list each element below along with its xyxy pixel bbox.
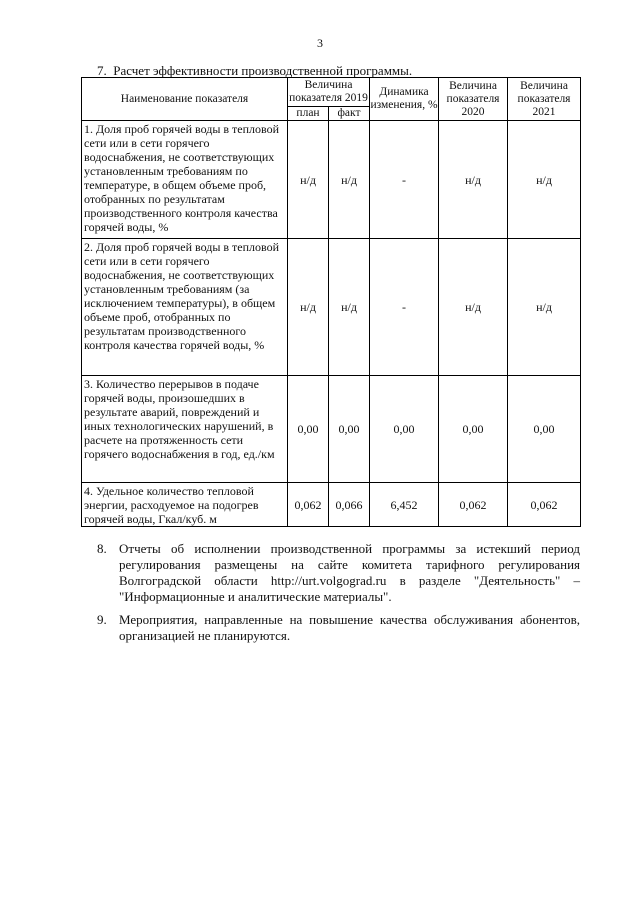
row-name: 1. Доля проб горячей воды в тепловой сети или в сети горячего водоснабжения, не соответствующих установленным требованиям по температуре, в общем объеме проб, отобранных по результатам производственного контроля качества горячей воды, %	[82, 121, 288, 239]
cell-2021: 0,00	[508, 376, 581, 483]
cell-2020: н/д	[439, 121, 508, 239]
cell-plan: н/д	[288, 121, 329, 239]
cell-plan: н/д	[288, 239, 329, 376]
section-8	[97, 541, 580, 605]
cell-2020: 0,00	[439, 376, 508, 483]
section-9	[97, 612, 580, 644]
table-row	[82, 121, 581, 239]
efficiency-table	[81, 77, 581, 527]
section-7-number: 7.	[97, 63, 107, 78]
section-9-text: Мероприятия, направленные на повышение качества обслуживания абонентов, организацией не планируются.	[119, 612, 580, 643]
cell-fact: 0,066	[329, 483, 370, 527]
section-8-number: 8.	[97, 541, 107, 556]
table-row	[82, 239, 581, 376]
section-8-text: Отчеты об исполнении производственной программы за истекший период регулирования размещены на сайте комитета тарифного регулирования Волгоградской области http://urt.volgograd.ru в разделе "Деятельность" – "Информационные и аналитические материалы".	[119, 541, 580, 604]
cell-2020: н/д	[439, 239, 508, 376]
section-7-title: Расчет эффективности производственной программы.	[113, 63, 413, 78]
section-9-number: 9.	[97, 612, 107, 627]
page-number: 3	[317, 36, 323, 50]
header-fact: факт	[329, 107, 370, 121]
cell-fact: н/д	[329, 239, 370, 376]
header-plan: план	[288, 107, 329, 121]
header-dynamics: Динамика изменения, %	[370, 78, 439, 121]
cell-plan: 0,00	[288, 376, 329, 483]
row-name: 2. Доля проб горячей воды в тепловой сети или в сети горячего водоснабжения, не соответствующих установленным требованиям (за исключением температуры), в общем объеме проб, отобранных по результатам производственного контроля качества горячей воды, %	[82, 239, 288, 376]
table-row	[82, 483, 581, 527]
cell-2021: н/д	[508, 121, 581, 239]
header-value-2019: Величина показателя 2019	[288, 78, 370, 107]
header-value-2021: Величина показателя 2021	[508, 78, 581, 121]
cell-dynamics: 0,00	[370, 376, 439, 483]
header-value-2020: Величина показателя 2020	[439, 78, 508, 121]
cell-fact: н/д	[329, 121, 370, 239]
cell-plan: 0,062	[288, 483, 329, 527]
cell-dynamics: 6,452	[370, 483, 439, 527]
row-name: 3. Количество перерывов в подаче горячей воды, произошедших в результате аварий, повреждений и иных технологических нарушений, в расчете на протяженность сети горячего водоснабжения в год, ед./км	[82, 376, 288, 483]
cell-2021: н/д	[508, 239, 581, 376]
cell-dynamics: -	[370, 239, 439, 376]
cell-2020: 0,062	[439, 483, 508, 527]
table-row	[82, 376, 581, 483]
row-name: 4. Удельное количество тепловой энергии, расходуемое на подогрев горячей воды, Гкал/куб. м	[82, 483, 288, 527]
cell-fact: 0,00	[329, 376, 370, 483]
cell-dynamics: -	[370, 121, 439, 239]
header-name: Наименование показателя	[82, 78, 288, 121]
cell-2021: 0,062	[508, 483, 581, 527]
